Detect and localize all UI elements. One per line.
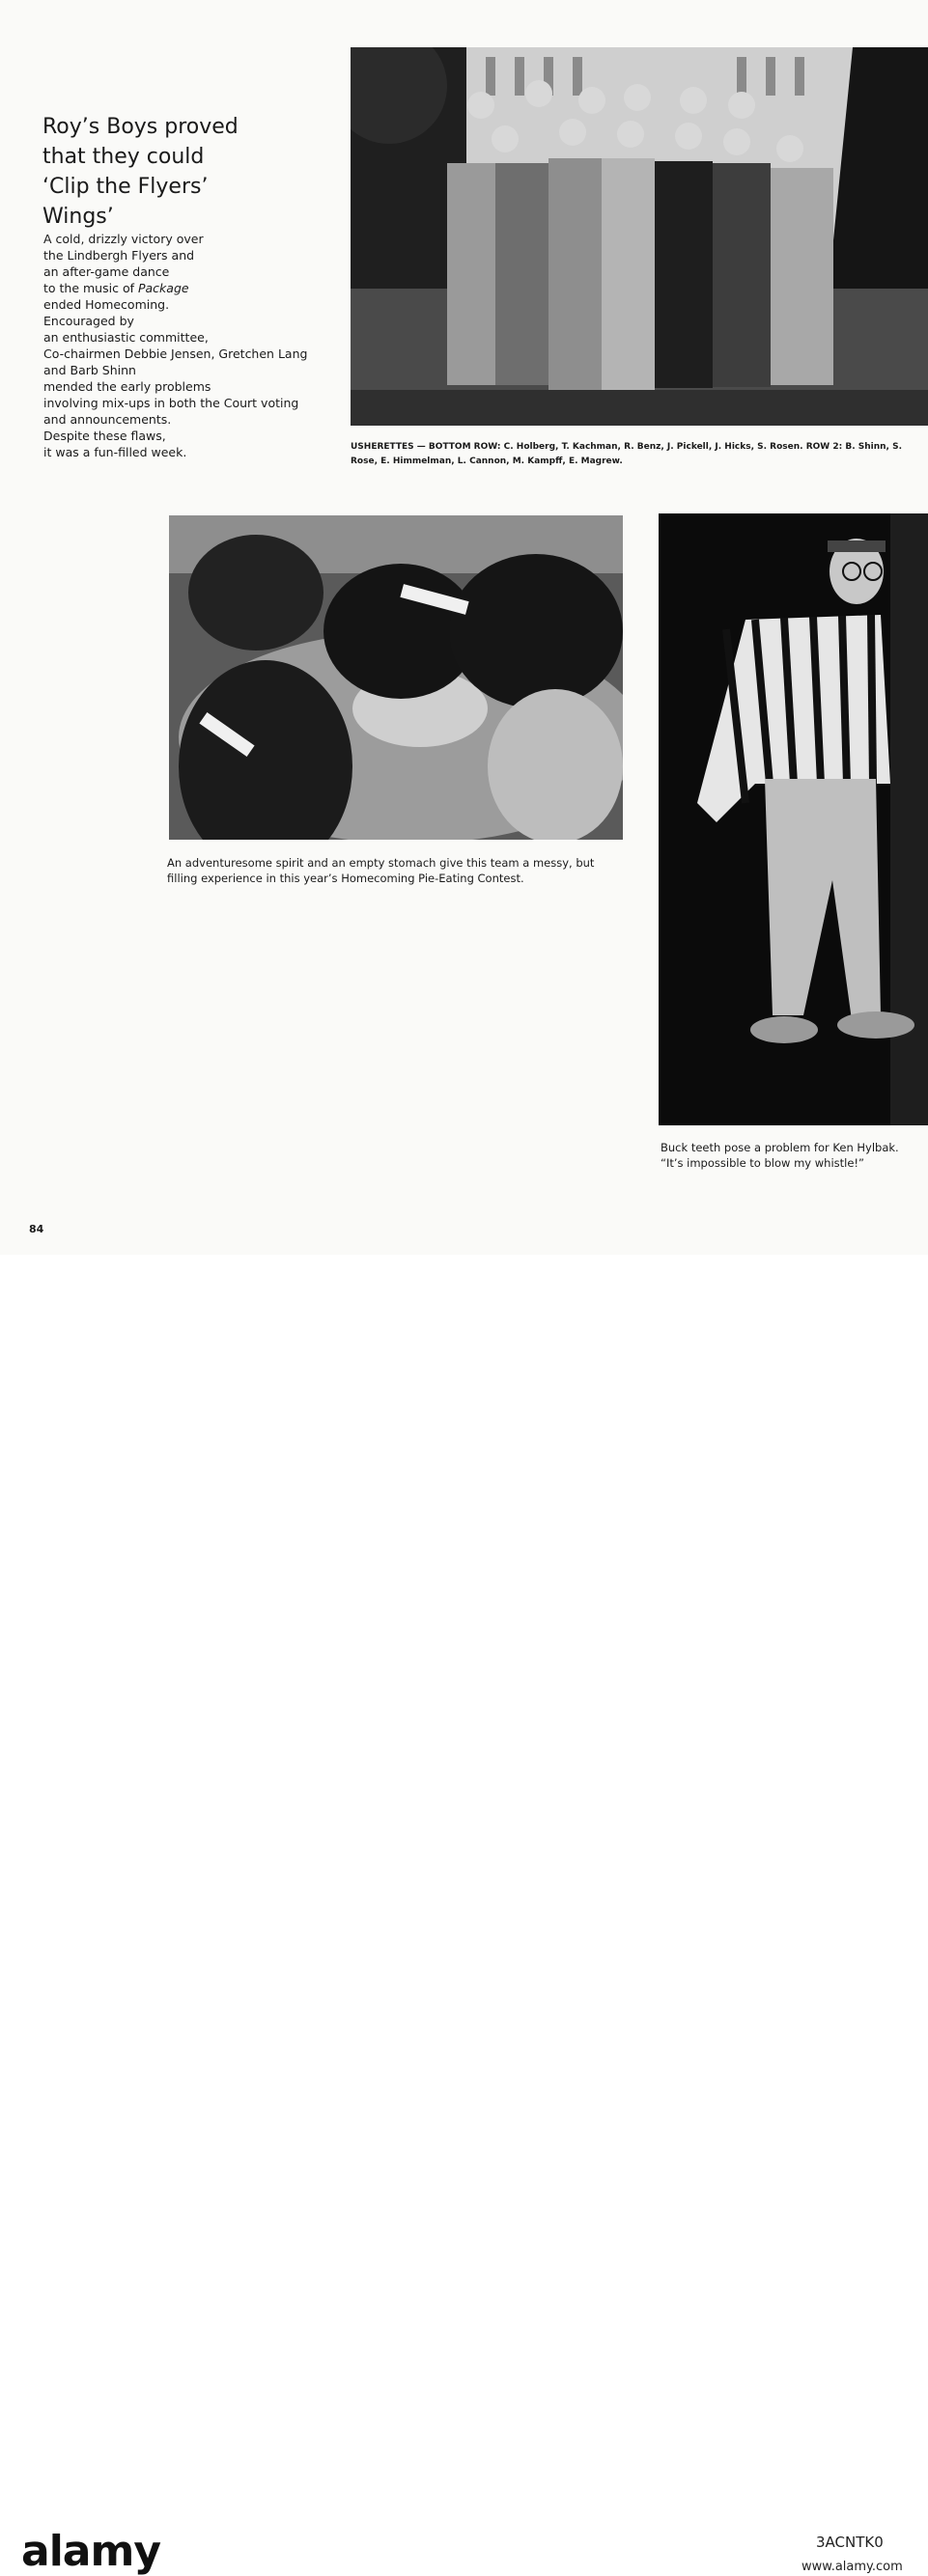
usherettes-photo (351, 47, 928, 426)
pie-contest-caption (167, 855, 640, 886)
body-line: and Barb Shinn (43, 363, 136, 377)
image-id: 3ACNTK0 (816, 2534, 884, 2551)
body-line: ended Homecoming. (43, 297, 170, 312)
headline-line: Wings’ (42, 205, 114, 229)
headline-line: that they could (42, 145, 205, 169)
yearbook-page (0, 0, 928, 1255)
body-line: and announcements. (43, 412, 172, 427)
caption-line: filling experience in this year’s Homecoming Pie-Eating Contest. (167, 872, 524, 885)
watermark-banner (0, 1255, 928, 2576)
body-line: involving mix-ups in both the Court voting (43, 396, 299, 410)
caption-line: “It’s impossible to blow my whistle!” (661, 1156, 864, 1170)
headline-line: ‘Clip the Flyers’ (42, 175, 209, 199)
headline-line: Roy’s Boys proved (42, 115, 239, 139)
body-line: Co-chairmen Debbie Jensen, Gretchen Lang (43, 346, 308, 361)
caption-line: USHERETTES — BOTTOM ROW: C. Holberg, T. Kachman, R. Benz, J. Pickell, J. Hicks, S. Rosen. ROW 2: B. Shinn, S. (351, 442, 902, 452)
body-line: an after-game dance (43, 264, 170, 279)
body-line: Encouraged by (43, 314, 134, 328)
body-line: A cold, drizzly victory over (43, 232, 204, 246)
body-line: an enthusiastic committee, (43, 330, 209, 345)
body-line: to the music of Package (43, 281, 189, 295)
alamy-logo: alamy (21, 2527, 160, 2576)
page-number: 84 (29, 1223, 44, 1235)
caption-line: An adventuresome spirit and an empty stomach give this team a messy, but (167, 856, 595, 870)
body-line: it was a fun-filled week. (43, 445, 187, 459)
referee-photo (659, 513, 928, 1125)
caption-line: Rose, E. Himmelman, L. Cannon, M. Kampff, E. Magrew. (351, 457, 623, 466)
article-body (43, 231, 333, 460)
body-line: mended the early problems (43, 379, 211, 394)
usherettes-caption (351, 440, 928, 469)
referee-caption (661, 1140, 928, 1171)
pie-eating-photo (169, 515, 623, 840)
band-name: Package (137, 281, 189, 295)
article-headline (42, 112, 274, 232)
caption-line: Buck teeth pose a problem for Ken Hylbak. (661, 1141, 899, 1154)
site-url: www.alamy.com (801, 2560, 903, 2574)
body-line: Despite these flaws, (43, 429, 166, 443)
body-line: the Lindbergh Flyers and (43, 248, 195, 263)
